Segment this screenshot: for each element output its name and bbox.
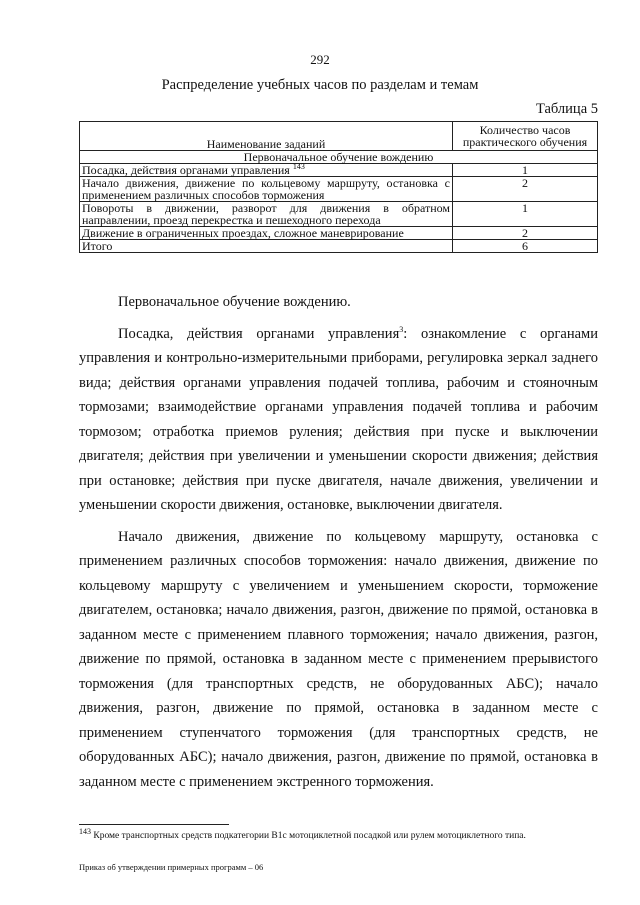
paragraph-1-lead: Посадка, действия органами управления bbox=[118, 325, 400, 342]
header-hours: Количество часов практического обучения bbox=[453, 122, 598, 151]
row-name: Движение в ограниченных проездах, сложное маневрирование bbox=[80, 227, 453, 240]
table-row bbox=[80, 164, 598, 177]
row-hours: 1 bbox=[453, 164, 598, 177]
body-text bbox=[79, 290, 598, 794]
page-title: Распределение учебных часов по разделам и темам bbox=[161, 77, 479, 93]
table-row bbox=[80, 202, 598, 227]
footnote-ref: 143 bbox=[292, 162, 305, 171]
row-hours: 2 bbox=[453, 227, 598, 240]
row-hours: 6 bbox=[453, 240, 598, 253]
row-name: Повороты в движении, разворот для движения в обратном направлении, проезд перекрестка и пешеходного перехода bbox=[80, 202, 453, 227]
table-label: Таблица 5 bbox=[535, 101, 598, 117]
page-number: 292 bbox=[310, 52, 330, 67]
header-name: Наименование заданий bbox=[80, 122, 453, 151]
row-hours: 1 bbox=[453, 202, 598, 227]
table-section-row bbox=[80, 151, 598, 164]
paragraph-2: Начало движения, движение по кольцевому маршруту, остановка с применением различных способов торможения: начало движения, движение по кольцевому маршруту с увеличением и уменьшением скорости, торможение двигателем, остановка; начало движения, разгон, движение по прямой, остановка в заданном месте с применением плавного торможения; начало движения, разгон, движение по прямой, остановка в заданном месте с применением прерывистого торможения (для транспортных средств, не оборудованных АБС); начало движения, разгон, движение по прямой, остановка в заданном месте с применением ступенчатого торможения (для транспортных средств, не оборудованных АБС); начало движения, разгон, движение по прямой, остановка в заданном месте с применением экстренного торможения. bbox=[79, 528, 598, 790]
footnote-text: Кроме транспортных средств подкатегории В1с мотоциклетной посадкой или рулем мотоциклетного типа. bbox=[91, 831, 526, 841]
section-title: Первоначальное обучение вождению bbox=[80, 151, 598, 164]
table-row bbox=[80, 227, 598, 240]
footnote bbox=[79, 826, 609, 842]
table-row bbox=[80, 177, 598, 202]
row-name bbox=[80, 164, 453, 177]
row-hours: 2 bbox=[453, 177, 598, 202]
footnote-ref: 3 bbox=[399, 324, 404, 334]
table-total-row bbox=[80, 240, 598, 253]
footnote-mark: 143 bbox=[79, 826, 91, 836]
footnote-divider bbox=[79, 824, 229, 825]
row-name: Итого bbox=[80, 240, 453, 253]
paragraph-1-text: : ознакомление с органами управления и контрольно-измерительными приборами, регулировка зеркал заднего вида; действия органами управления подачей топлива, рабочим и стояночным тормозами; взаимодействие органами управления подачей топлива и рабочим тормозом; отработка приемов руления; действия при пуске и выключении двигателя; действия при увеличении и уменьшении скорости движения; действия при остановке; действия при пуске двигателя, начале движения, увеличении и уменьшении скорости движения, остановке, выключении двигателя. bbox=[79, 325, 598, 513]
hours-table bbox=[79, 121, 598, 253]
row-name-text: Посадка, действия органами управления bbox=[82, 163, 290, 177]
table-header-row bbox=[80, 122, 598, 151]
section-heading: Первоначальное обучение вождению. bbox=[118, 294, 351, 310]
row-name: Начало движения, движение по кольцевому маршруту, остановка с применением различных способов торможения bbox=[80, 177, 453, 202]
page-footer: Приказ об утверждении примерных программ – 06 bbox=[79, 862, 264, 872]
paragraph-1 bbox=[79, 322, 598, 518]
